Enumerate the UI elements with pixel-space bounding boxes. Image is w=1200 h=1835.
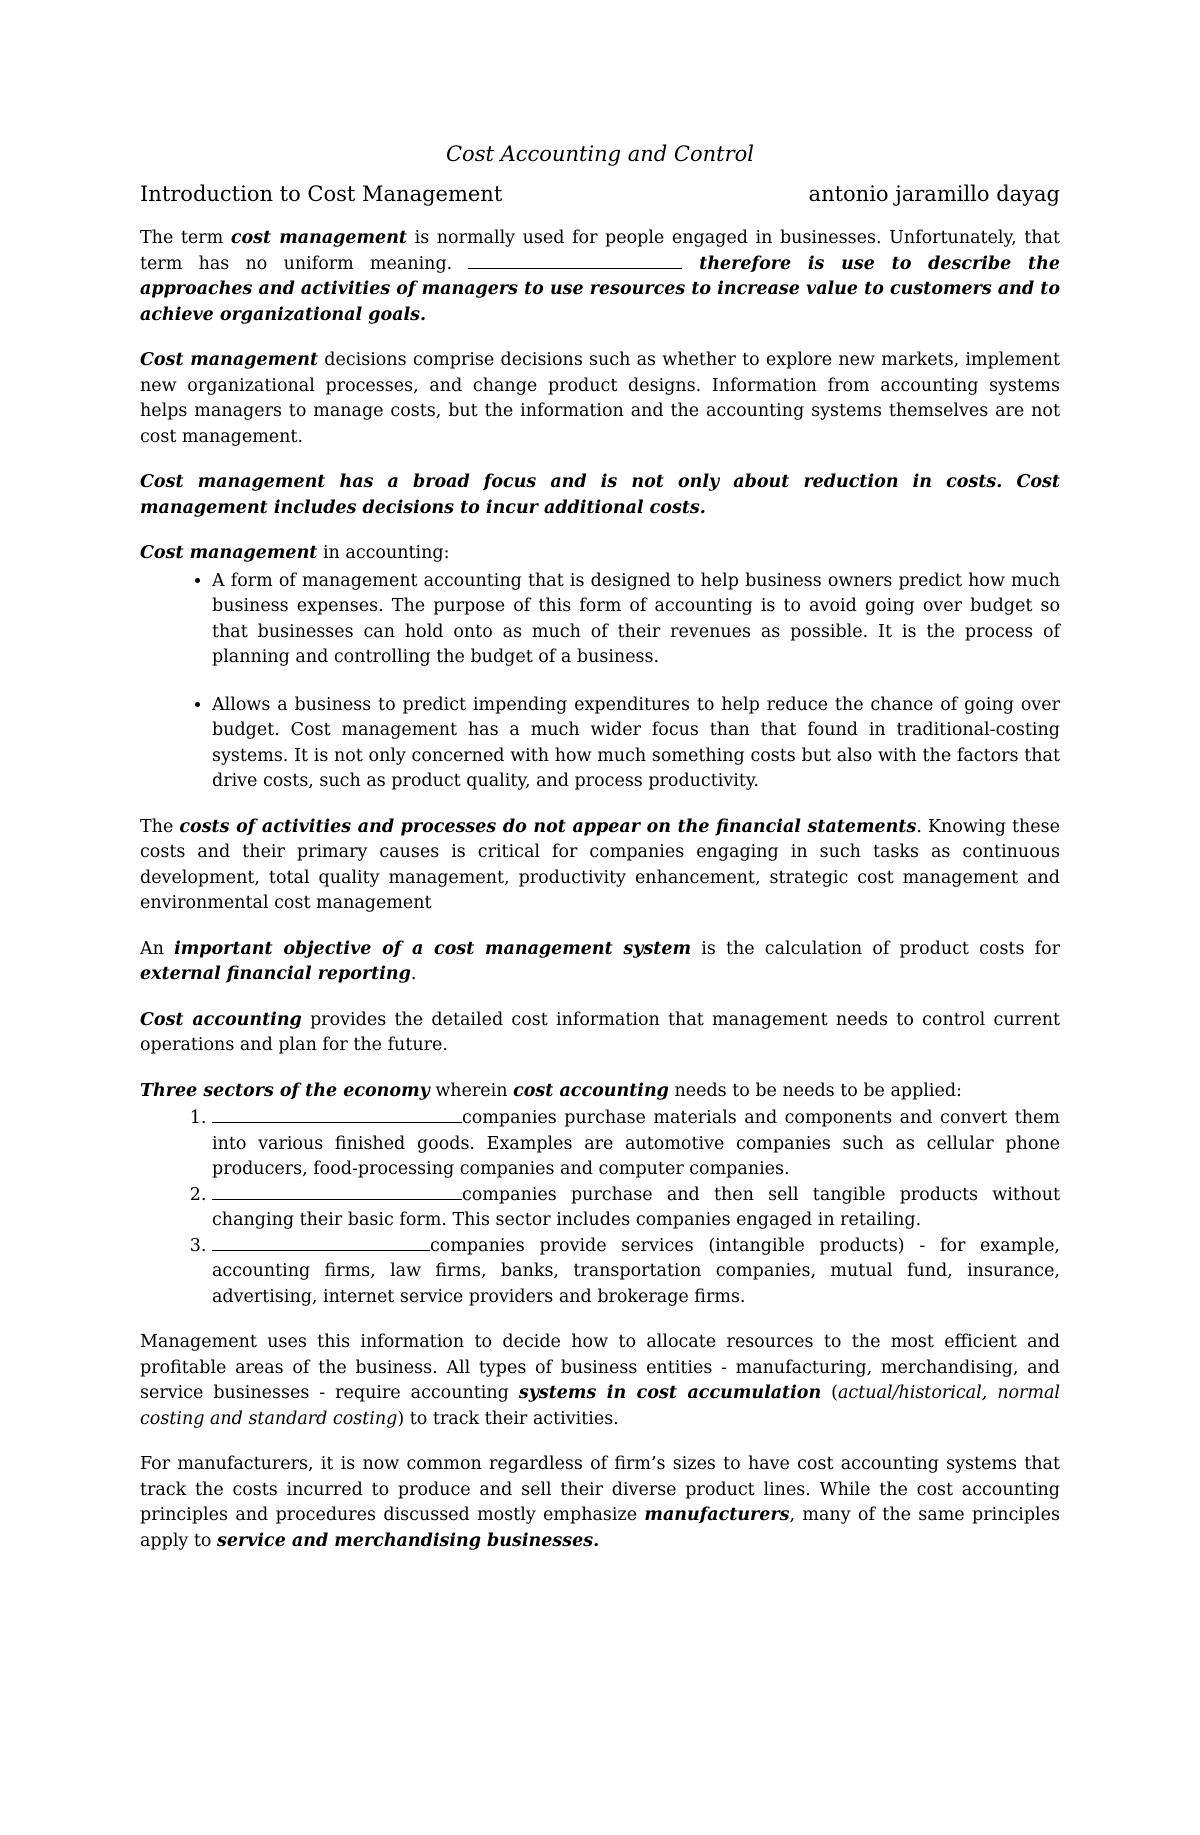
- fill-in-blank: [212, 1198, 462, 1200]
- bullet-list: [140, 569, 1060, 795]
- paragraph-objective: An important objective of a cost management system is the calculation of product costs for external financial reporting.: [140, 938, 1060, 984]
- document-title: Cost Accounting and Control: [445, 142, 755, 166]
- author-name: antonio jaramillo dayag: [808, 182, 1060, 206]
- list-item: 1. companies purchase materials and components and convert them into various finished goods. Examples are automotive companies such as cellular phone producers, food-processing companies and computer companies.: [212, 1106, 1060, 1183]
- list-item: 3. companies provide services (intangible products) - for example, accounting firms, law firms, banks, transportation companies, mutual fund, insurance, advertising, internet service providers and brokerage firms.: [212, 1234, 1060, 1311]
- list-item: • A form of management accounting that is designed to help business owners predict how much business expenses. The purpose of this form of accounting is to avoid going over budget so that businesses can hold onto as much of their revenues as possible. It is the process of planning and controlling the budget of a business.: [212, 569, 1060, 671]
- header-row: [140, 180, 1060, 208]
- paragraph-management-uses: Management uses this information to decide how to allocate resources to the most efficient and profitable areas of the business. All types of business entities - manufacturing, merchandising, and service businesses - require accounting systems in cost accumulation (actual/historical, normal costing and standard costing) to track their activities.: [140, 1332, 1061, 1429]
- paragraph-cost-accounting: Cost accounting provides the detailed cost information that management needs to control current operations and plan for the future.: [140, 1009, 1060, 1055]
- paragraph-decisions: Cost management decisions comprise decisions such as whether to explore new markets, implement new organizational processes, and change product designs. Information from accounting systems helps managers to manage costs, but the information and the accounting systems themselves are not cost management.: [140, 350, 1060, 447]
- fill-in-blank: [468, 267, 682, 269]
- paragraph-manufacturers: For manufacturers, it is now common regardless of firm’s sizes to have cost accounting systems that track the costs incurred to produce and sell their diverse product lines. While the cost accounting principles and procedures discussed mostly emphasize manufacturers, many of the same principles apply to service and merchandising businesses.: [140, 1454, 1060, 1551]
- paragraph-activity-costs: The costs of activities and processes do not appear on the financial statements. Knowing these costs and their primary causes is critical for companies engaging in such tasks as continuous development, total quality management, productivity enhancement, strategic cost management and environmental cost management: [140, 816, 1060, 913]
- term-emphasis: cost management: [230, 228, 407, 248]
- section-heading: Introduction to Cost Management: [140, 182, 503, 206]
- fill-in-blank: [212, 1249, 430, 1251]
- sectors-list: [140, 1106, 1060, 1310]
- list-item: 2. companies purchase and then sell tangible products without changing their basic form. This sector includes companies engaged in retailing.: [212, 1183, 1060, 1234]
- paragraph-in-accounting: Cost management in accounting:: [140, 543, 450, 563]
- paragraph-broad-focus: Cost management has a broad focus and is not only about reduction in costs. Cost management includes decisions to incur additional costs.: [140, 472, 1060, 518]
- list-item: • Allows a business to predict impending expenditures to help reduce the chance of going over budget. Cost management has a much wider focus than that found in traditional-costing systems. It is not only concerned with how much something costs but also with the factors that drive costs, such as product quality, and process productivity.: [212, 693, 1060, 795]
- fill-in-blank: [212, 1121, 462, 1123]
- paragraph-definition: The term cost management is normally used for people engaged in businesses. Unfortunately, that term has no uniform meaning. therefore is use to describe the approaches and activities of managers to use resources to increase value to customers and to achieve organizational goals.: [140, 228, 1061, 325]
- paragraph-sectors-intro: Three sectors of the economy wherein cost accounting needs to be needs to be applied:: [140, 1080, 962, 1101]
